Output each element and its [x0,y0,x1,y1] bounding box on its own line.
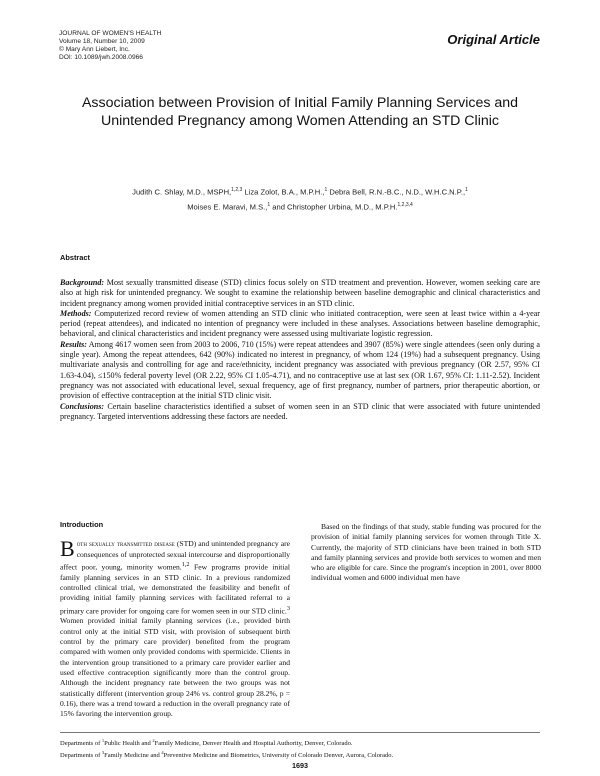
journal-meta [59,30,161,62]
affiliation-mark: 1 [324,187,328,193]
citation-mark: 3 [286,604,290,612]
author: Judith C. Shlay, M.D., MSPH, [132,187,232,197]
article-type: Original Article [447,32,540,47]
intro-paragraph-1: Both sexually transmitted disease (STD) and unintended pregnancy are consequences of unprotected sexual intercourse and disproportionally affect poor, young, minority women.$^{1,2}$ Few programs provide initial family planning services in an STD clinic. In a previous randomized controlled clinical trial, we demonstrated the feasibility and benefit of providing initial family planning services with facilitated referral to a primary care provider for ongoing care for women seen in our STD clinic.$^3$ Women provided initial family planning services (i.e., provided birth control only at the initial STD visit, with provision of subsequent birth control by the primary care provider) benefited from the program compared with women only provided condoms with spermicide. Clients in the intervention group transitioned to a primary care provider earlier and used effective contraception significantly more than the control group. Although the incident pregnancy rate between the two groups was not statistically different (intervention group 24% vs. control group 28.2%, p = 0.16), there was a trend toward a reduction in the overall pregnancy rate of 15% favoring the intervention group. [60,536,291,719]
journal-copyright: © Mary Ann Liebert, Inc. [59,46,130,53]
introduction-heading: Introduction [60,520,104,529]
conclusions-label: Conclusions: [60,401,105,411]
affiliation-footnotes [60,732,540,760]
footnote-line: Departments of $^3$Family Medicine and $^4$Preventive Medicine and Biometrics, University of Colorado Denver, Aurora, Colorado. [60,750,394,760]
footnote-line: Departments of $^1$Public Health and $^2$Family Medicine, Denver Health and Hospital Authority, Denver, Colorado. [60,738,353,748]
author: and Christopher Urbina, M.D., M.P.H. [270,202,398,212]
author: Moises E. Maravi, M.S., [187,202,268,212]
results-label: Results: [60,339,87,349]
affiliation-mark: 1,2,3 [231,187,243,193]
background-label: Background: [60,278,105,287]
author-list [60,184,540,213]
citation-mark: 1,2 [181,560,190,568]
journal-name: JOURNAL OF WOMEN'S HEALTH [59,30,162,37]
abstract-results: Results: Among 4617 women seen from 2003 to 2006, 710 (15%) were repeat attendees and 3907 (85%) were single attendees (seen only during a single year). Among the repeat attendees, 642 (90%) indicated no interest in pregnancy, of whom 124 (19%) had a subsequent pregnancy. Using multivariate analysis and controlling for age and race/ethnicity, incident pregnancy was associated with previous pregnancy (OR 2.57, 95% CI 1.63-4.04), ≤150% federal poverty level (OR 2.22, 95% CI 1.05-4.71), and no contraceptive use at last sex (OR 1.67, 95% CI: 1.11-2.52). Incident pregnancy was not associated with educational level, sexual frequency, age of first pregnancy, number of partners, prior therapeutic abortion, or provision of effective contraception at the initial STD clinic visit. [60,339,540,401]
body-column-right [311,520,541,584]
affiliation-mark: 1,2,3,4 [397,201,413,208]
abstract-conclusions: Conclusions: Certain baseline characteristics identified a subset of women seen in an STD clinic that were associated with future unintended pregnancy. Targeted interventions addressing these factors are needed. [60,401,540,421]
abstract-methods: Methods: Computerized record review of women attending an STD clinic who initiated contraception, were seen at least twice within a 4-year period (repeat attendees), and indicated no intention of pregnancy were included in these analyses. Associations between baseline demographic, behavioral, and clinical characteristics and incident pregnancy were assessed using multivariate logistic regression. [60,308,540,339]
journal-doi: DOI: 10.1089/jwh.2008.0966 [59,54,143,61]
affiliation-mark: 1 [465,187,468,193]
author: Debra Bell, R.N.-B.C., N.D., W.H.C.N.P., [327,187,466,197]
page-number: 1693 [292,761,308,770]
abstract-body [60,278,540,422]
drop-cap: B [60,536,75,562]
body-column-left [60,520,290,719]
intro-paragraph-2: Based on the findings of that study, stable funding was procured for the provision of initial family planning services for women through Title X. Currently, the majority of STD clinicians have been trained in both STD and family planning services and provide both services to women and men who are eligible for care. Since the program's inception in 2001, over 8000 individual women and 6000 individual men have [311,522,541,583]
methods-label: Methods: [60,308,92,318]
affiliation-mark: 1 [267,201,271,208]
journal-volume: Volume 18, Number 10, 2009 [59,38,145,45]
author: Liza Zolot, B.A., M.P.H., [242,187,325,197]
abstract-background: Background: Most sexually transmitted disease (STD) clinics focus solely on STD treatment and prevention. However, women seeking care are also at high risk for unintended pregnancy. We sought to examine the relationship between baseline demographic and clinical characteristics and incident pregnancy among women provided initial contraceptive services in an STD clinic. [60,278,540,308]
abstract-heading: Abstract [60,253,90,262]
smallcaps-lead: oth sexually transmitted disease [76,539,175,549]
paper-title: Association between Provision of Initial Family Planning Services and Unintended Pregnancy among Women Attending an STD Clinic [81,95,519,129]
